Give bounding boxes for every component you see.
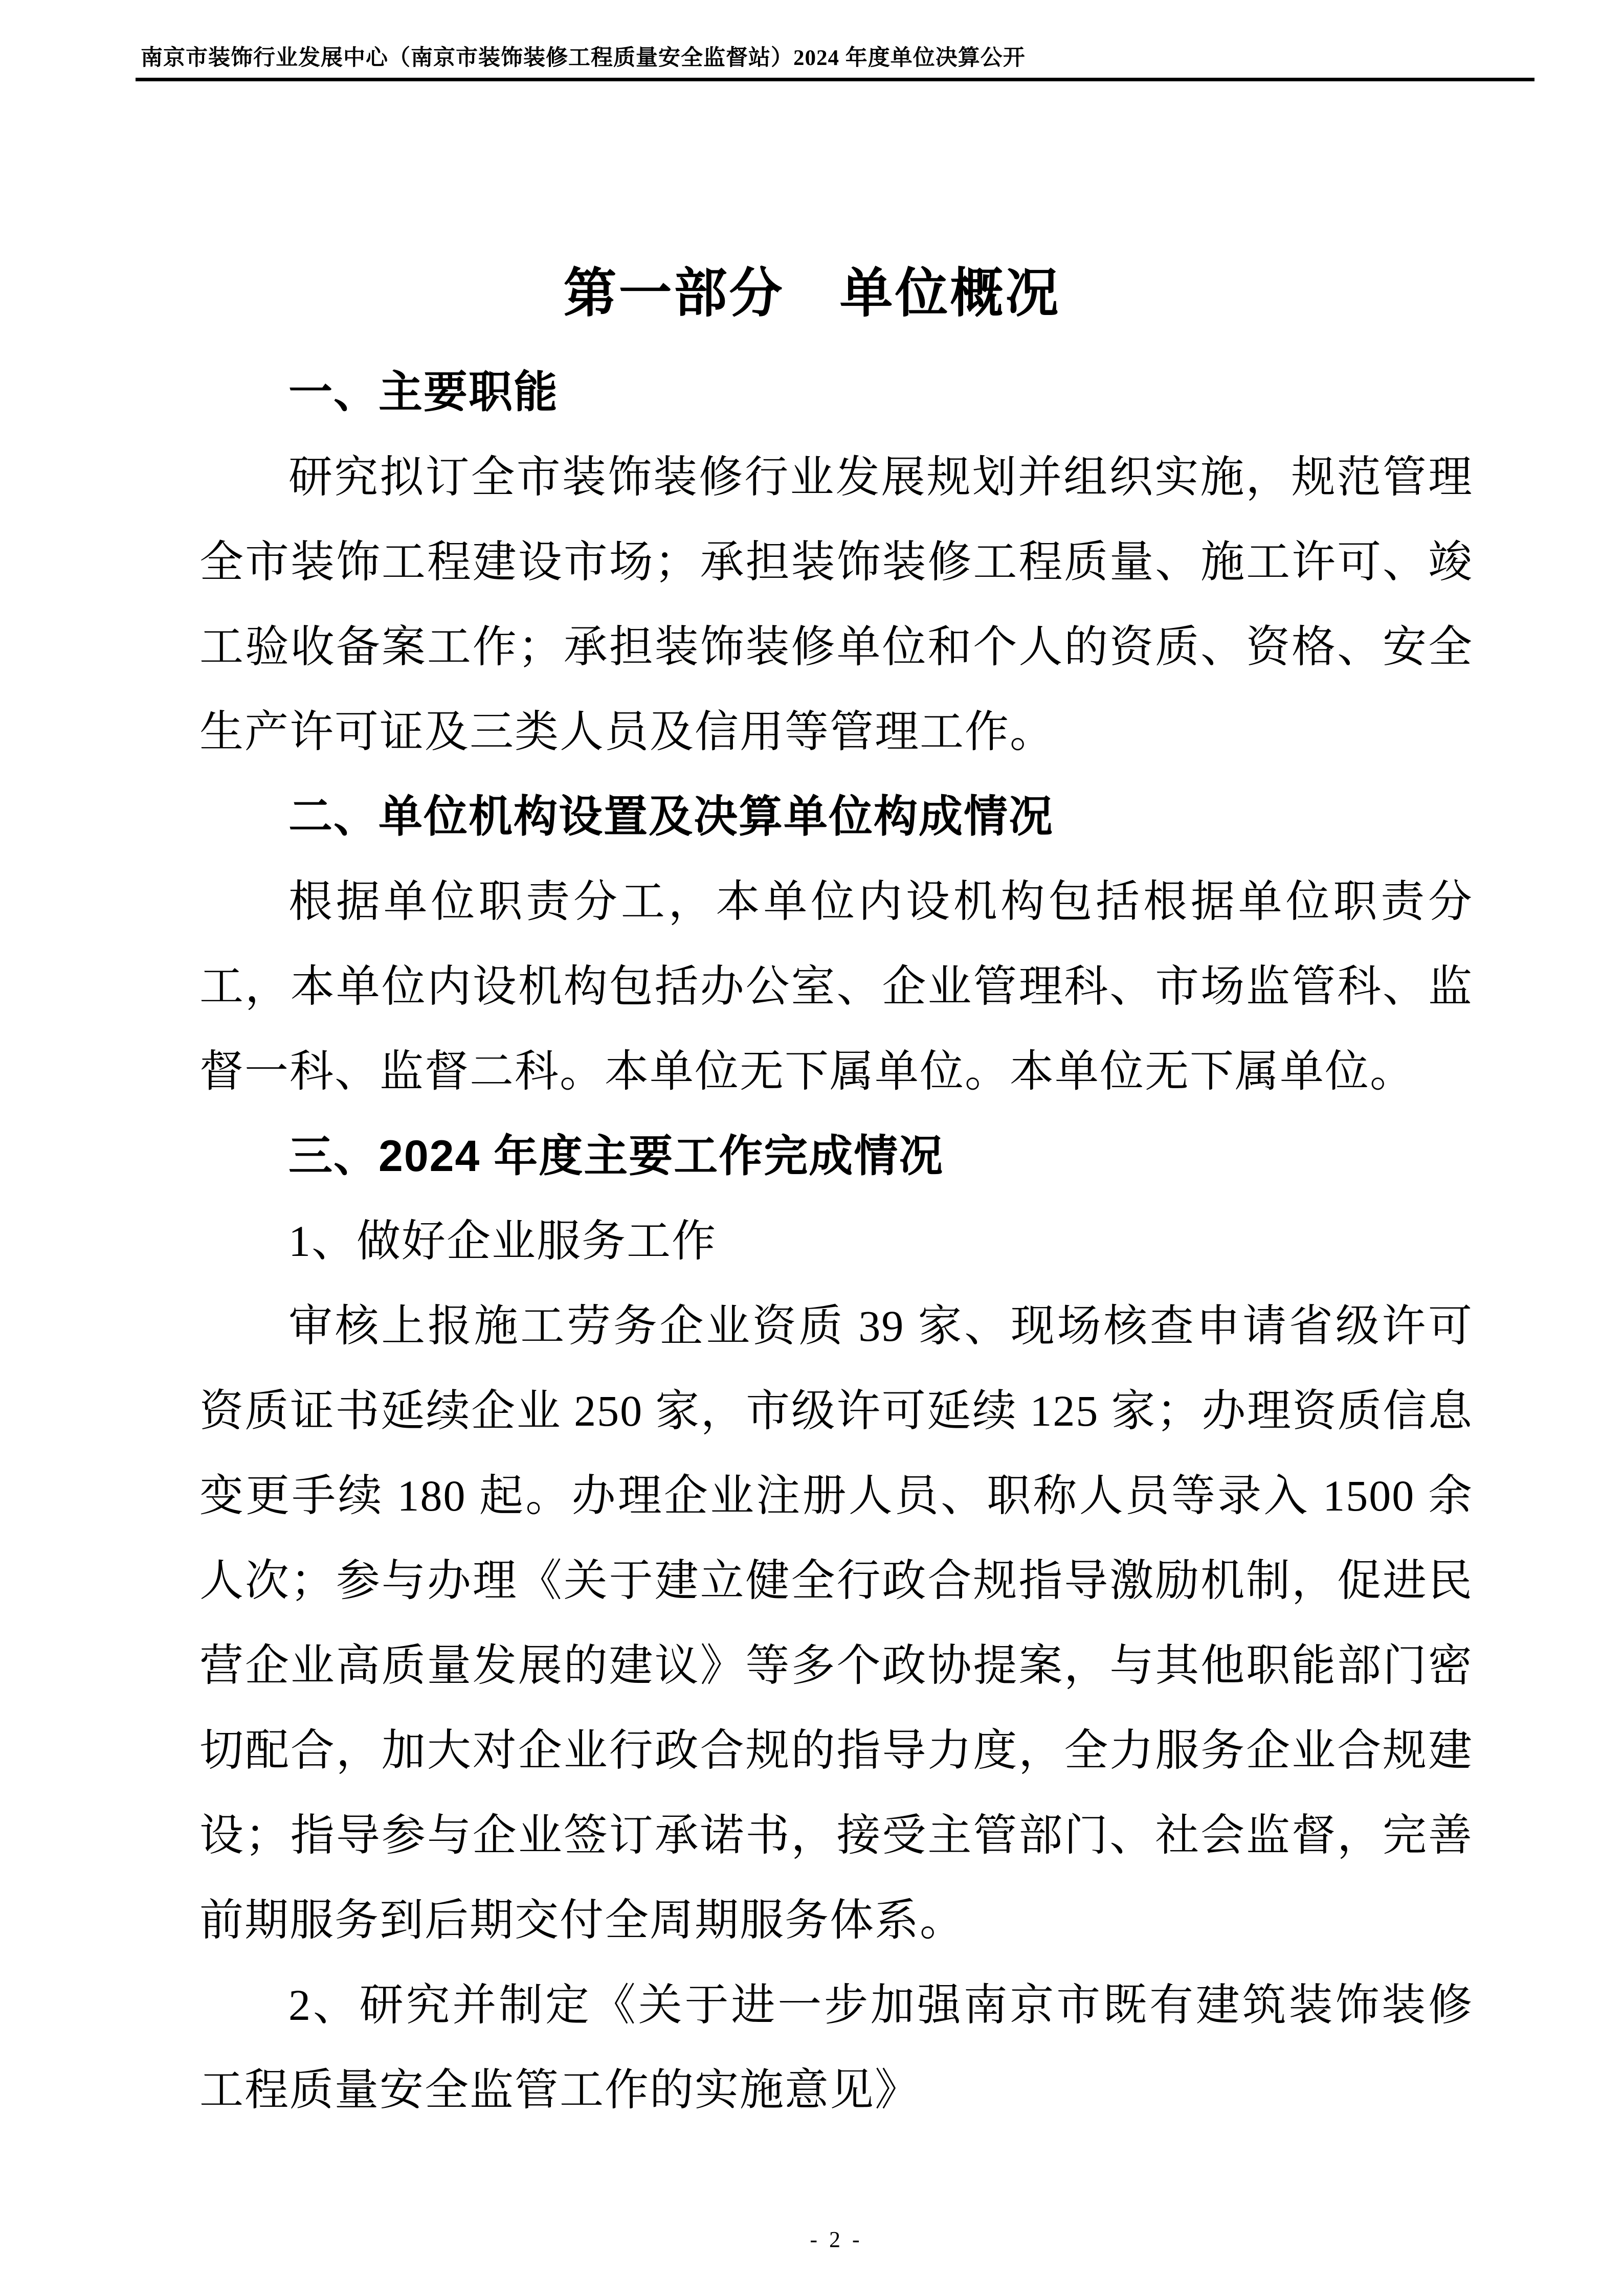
paragraph-item-1-title: 1、做好企业服务工作 <box>288 1217 717 1266</box>
section-heading-2: 二、单位机构设置及决算单位构成情况 <box>288 792 1054 841</box>
paragraph-org-structure: 根据单位职责分工，本单位内设机构包括根据单位职责分工，本单位内设机构包括办公室、企业管理科、市场监管科、监督一科、监督二科。本单位无下属单位。本单位无下属单位。 <box>199 877 1473 1096</box>
paragraph-item-1-detail: 审核上报施工劳务企业资质 39 家、现场核查申请省级许可资质证书延续企业 250 家，市级许可延续 125 家；办理资质信息变更手续 180 起。办理企业注册人员、职称人员等录入 1500 余人次；参与办理《关于建立健全行政合规指导激励机制，促进民营企业高质量发展的建议》等多个政协提案，与其他职能部门密切配合，加大对企业行政合规的指导力度，全力服务企业合规建设；指导参与企业签订承诺书，接受主管部门、社会监督，完善前期服务到后期交付全周期服务体系。 <box>199 1301 1473 1945</box>
paragraph-item-2-title: 2、研究并制定《关于进一步加强南京市既有建筑装饰装修工程质量安全监管工作的实施意见》 <box>199 1980 1473 2114</box>
page-number: - 2 - <box>810 2227 863 2252</box>
page-header <box>136 45 1534 81</box>
page-header-title: 南京市装饰行业发展中心（南京市装饰装修工程质量安全监督站）2024 年度单位决算公开 <box>141 46 1026 70</box>
paragraph-main-functions: 研究拟订全市装饰装修行业发展规划并组织实施，规范管理全市装饰工程建设市场；承担装饰装修工程质量、施工许可、竣工验收备案工作；承担装饰装修单位和个人的资质、资格、安全生产许可证及三类人员及信用等管理工作。 <box>199 453 1473 756</box>
section-heading-1: 一、主要职能 <box>288 368 559 417</box>
section-heading-3: 三、2024 年度主要工作完成情况 <box>288 1132 944 1181</box>
document-body <box>199 350 1473 2132</box>
part-title: 第一部分 单位概况 <box>563 264 1061 323</box>
